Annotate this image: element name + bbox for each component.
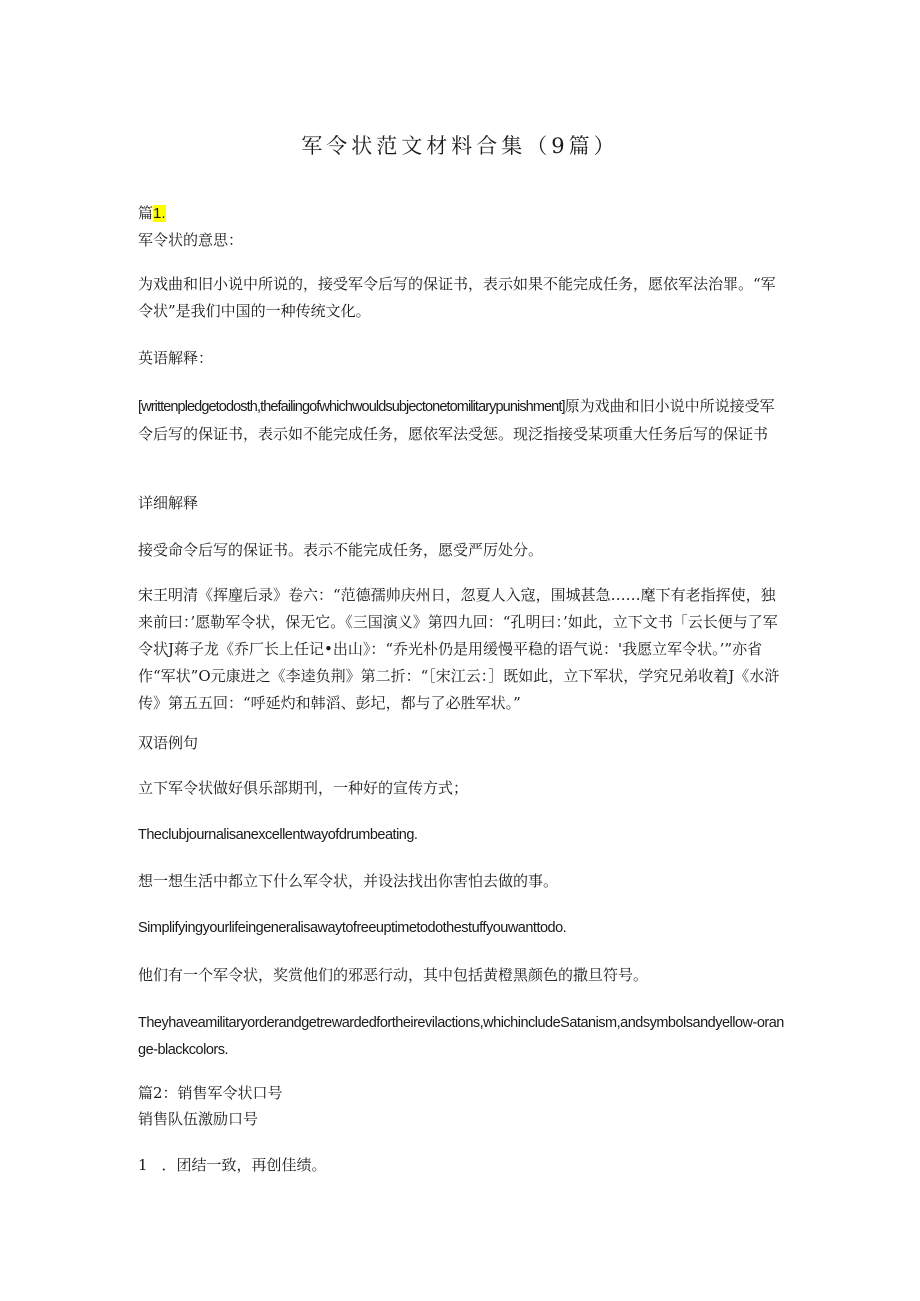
example-3-english: Theyhaveamilitaryorderandgetrewardedfortheirevilactions,whichincludeSatanism,andsymbolsandyellow-orange-blackcolors. — [138, 1015, 784, 1058]
quote-paragraph: 宋王明清《挥麈后录》卷六：“范德孺帅庆州日，忽夏人入寇，围城甚急……麾下有老指挥使，独来前曰：’愿勒军令状，保无它。《三国演义》第四九回：“孔明曰：’如此，立下文书「云长便与了军令状J蒋子龙《乔厂长上任记•出山》：“乔光朴仍是用缓慢平稳的语气说：'我愿立军令状。’”亦省作“军状”O元康进之《李逵负荆》第二折：“［宋江云：］既如此，立下军状，学究兄弟收着J《水浒传》第五五回：“呼延灼和韩滔、彭圮，都与了必胜军状。” — [138, 586, 780, 712]
example-1-chinese: 立下军令状做好俱乐部期刊，一种好的宣传方式； — [138, 779, 469, 797]
english-definition-chinese: 原为戏曲和旧小说中所说接受军令后写的保证书，表示如不能完成任务，愿依军法受惩。现泛指接受某项重大任务后写的保证书 — [138, 397, 775, 443]
example-1-english: Theclubjournalisanexcellentwayofdrumbeating. — [138, 827, 418, 843]
detail-label: 详细解释 — [138, 494, 199, 512]
meaning-label: 军令状的意思： — [138, 231, 244, 249]
part2-subheading: 销售队伍激励口号 — [138, 1110, 259, 1128]
part2-heading: 篇2：销售军令状口号 — [138, 1084, 283, 1102]
detail-paragraph: 接受命令后写的保证书。表示不能完成任务，愿受严厉处分。 — [138, 541, 544, 559]
example-2-english: Simplifyingyourlifeingeneralisawaytofreeuptimetodothestuffyouwanttodo. — [138, 920, 567, 936]
english-paragraph — [138, 393, 786, 448]
english-definition: [writtenpledgetodosth,thefailingofwhichwouldsubjectonetomilitarypunishment] — [138, 399, 565, 415]
bilingual-label: 双语例句 — [138, 734, 199, 752]
document-title: 军令状范文材料合集（9篇） — [301, 134, 619, 158]
meaning-paragraph: 为戏曲和旧小说中所说的，接受军令后写的保证书，表示如果不能完成任务，愿依军法治罪。“军令状”是我们中国的一种传统文化。 — [138, 275, 776, 320]
example-2-chinese: 想一想生活中都立下什么军令状，并设法找出你害怕去做的事。 — [138, 872, 559, 890]
part1-heading-prefix: 篇 — [138, 204, 154, 222]
example-3-chinese: 他们有一个军令状，奖赏他们的邪恶行动，其中包括黄橙黑颜色的撒旦符号。 — [138, 966, 649, 984]
english-label: 英语解释： — [138, 349, 214, 367]
part1-heading-number: 1. — [153, 205, 166, 222]
list-item-1 — [138, 1152, 786, 1179]
list-item-1-number: 1 — [138, 1156, 148, 1174]
part1-heading — [138, 200, 786, 227]
list-item-1-text: ．团结一致，再创佳绩。 — [161, 1156, 327, 1174]
